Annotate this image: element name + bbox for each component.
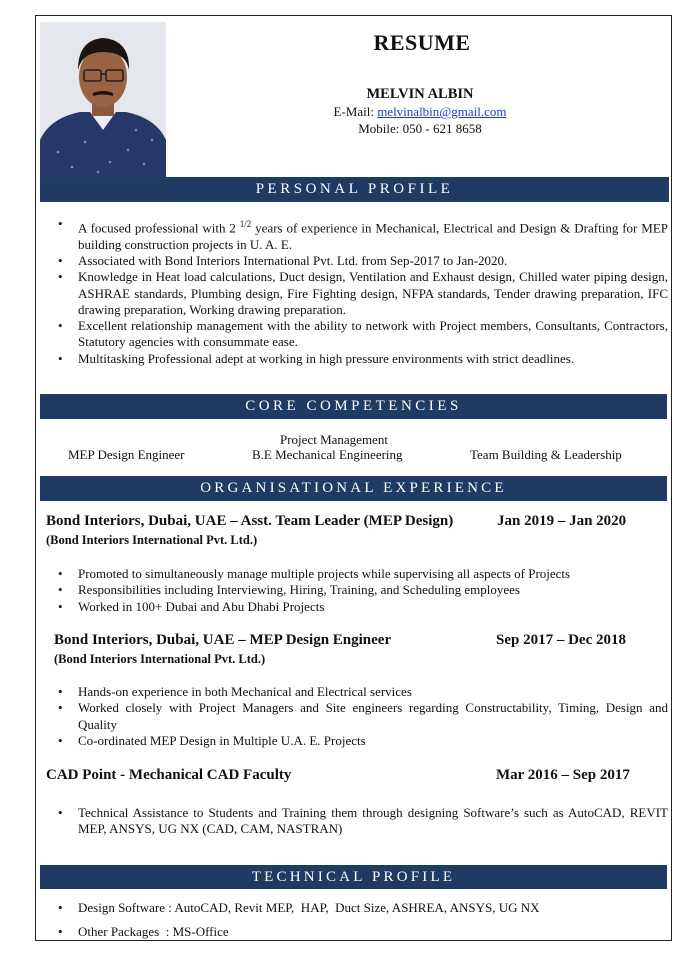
email-label: E-Mail:	[333, 104, 374, 119]
job-bullet: • Co-ordinated MEP Design in Multiple U.A. E. Projects	[40, 733, 668, 749]
job-bullet: • Worked in 100+ Dubai and Abu Dhabi Projects	[40, 599, 668, 615]
candidate-name: MELVIN ALBIN	[366, 86, 474, 102]
job-bullet: • Hands-on experience in both Mechanical and Electrical services	[40, 684, 668, 700]
job-bullets	[40, 805, 668, 838]
job-bullet: • Worked closely with Project Managers and Site engineers regarding Constructability, Timing, Design and Quality	[40, 700, 668, 733]
technical-item: • Design Software : AutoCAD, Revit MEP, HAP, Duct Size, ASHREA, ANSYS, UG NX	[40, 896, 668, 920]
competency-item: Team Building & Leadership	[470, 447, 622, 462]
job-bullet: • Responsibilities including Interviewing, Hiring, Training, and Scheduling employees	[40, 582, 668, 598]
contact-block	[300, 86, 540, 137]
profile-bullet: • A focused professional with 2 $^{1/2}$ years of experience in Mechanical, Electrical and Design & Drafting for MEP building construction projects in U. A. E.	[40, 216, 668, 253]
job-title: CAD Point - Mechanical CAD Faculty	[46, 767, 292, 783]
core-competencies-heading: CORE COMPETENCIES	[40, 394, 667, 419]
job-dates: Mar 2016 – Sep 2017	[496, 767, 630, 783]
organisational-experience-heading: ORGANISATIONAL EXPERIENCE	[40, 476, 667, 501]
profile-bullet: • Associated with Bond Interiors International Pvt. Ltd. from Sep-2017 to Jan-2020.	[40, 253, 668, 269]
job-bullets	[40, 684, 668, 749]
profile-bullet: • Knowledge in Heat load calculations, Duct design, Ventilation and Exhaust design, Chilled water piping design, ASHRAE standards, Plumbing design, Fire Fighting design, NFPA standards, Tender drawing preparation, IFC drawing preparation, Working drawing preparation.	[40, 269, 668, 318]
competency-item: B.E Mechanical Engineering	[252, 447, 403, 462]
profile-bullet: • Excellent relationship management with the ability to network with Project members, Consultants, Contractors, Statutory agencies with consummate ease.	[40, 318, 668, 351]
email-line	[300, 103, 540, 120]
personal-profile-list	[40, 216, 668, 367]
job-bullet: • Technical Assistance to Students and Training them through designing Software’s such as AutoCAD, REVIT MEP, ANSYS, UG NX (CAD, CAM, NASTRAN)	[40, 805, 668, 838]
personal-profile-heading: PERSONAL PROFILE	[40, 177, 669, 202]
job-title: Bond Interiors, Dubai, UAE – MEP Design Engineer	[54, 632, 392, 648]
resume-title: RESUME	[373, 30, 471, 55]
profile-bullet: • Multitasking Professional adept at working in high pressure environments with strict deadlines.	[40, 351, 668, 367]
job-bullets	[40, 566, 668, 615]
technical-item: • Other Packages : MS-Office	[40, 920, 668, 944]
job-title: Bond Interiors, Dubai, UAE – Asst. Team Leader (MEP Design)	[46, 513, 454, 529]
job-company: (Bond Interiors International Pvt. Ltd.)	[46, 533, 258, 547]
email-link[interactable]: melvinalbin@gmail.com	[377, 104, 507, 119]
job-dates: Sep 2017 – Dec 2018	[496, 632, 626, 648]
job-dates: Jan 2019 – Jan 2020	[497, 513, 627, 529]
technical-profile-heading: TECHNICAL PROFILE	[40, 865, 667, 889]
job-bullet: • Promoted to simultaneously manage multiple projects while supervising all aspects of Projects	[40, 566, 668, 582]
technical-list	[40, 896, 668, 944]
competency-item: Project Management	[280, 432, 388, 447]
mobile-line: Mobile: 050 - 621 8658	[358, 121, 482, 136]
competency-item: MEP Design Engineer	[68, 447, 185, 462]
job-company: (Bond Interiors International Pvt. Ltd.)	[54, 652, 266, 666]
